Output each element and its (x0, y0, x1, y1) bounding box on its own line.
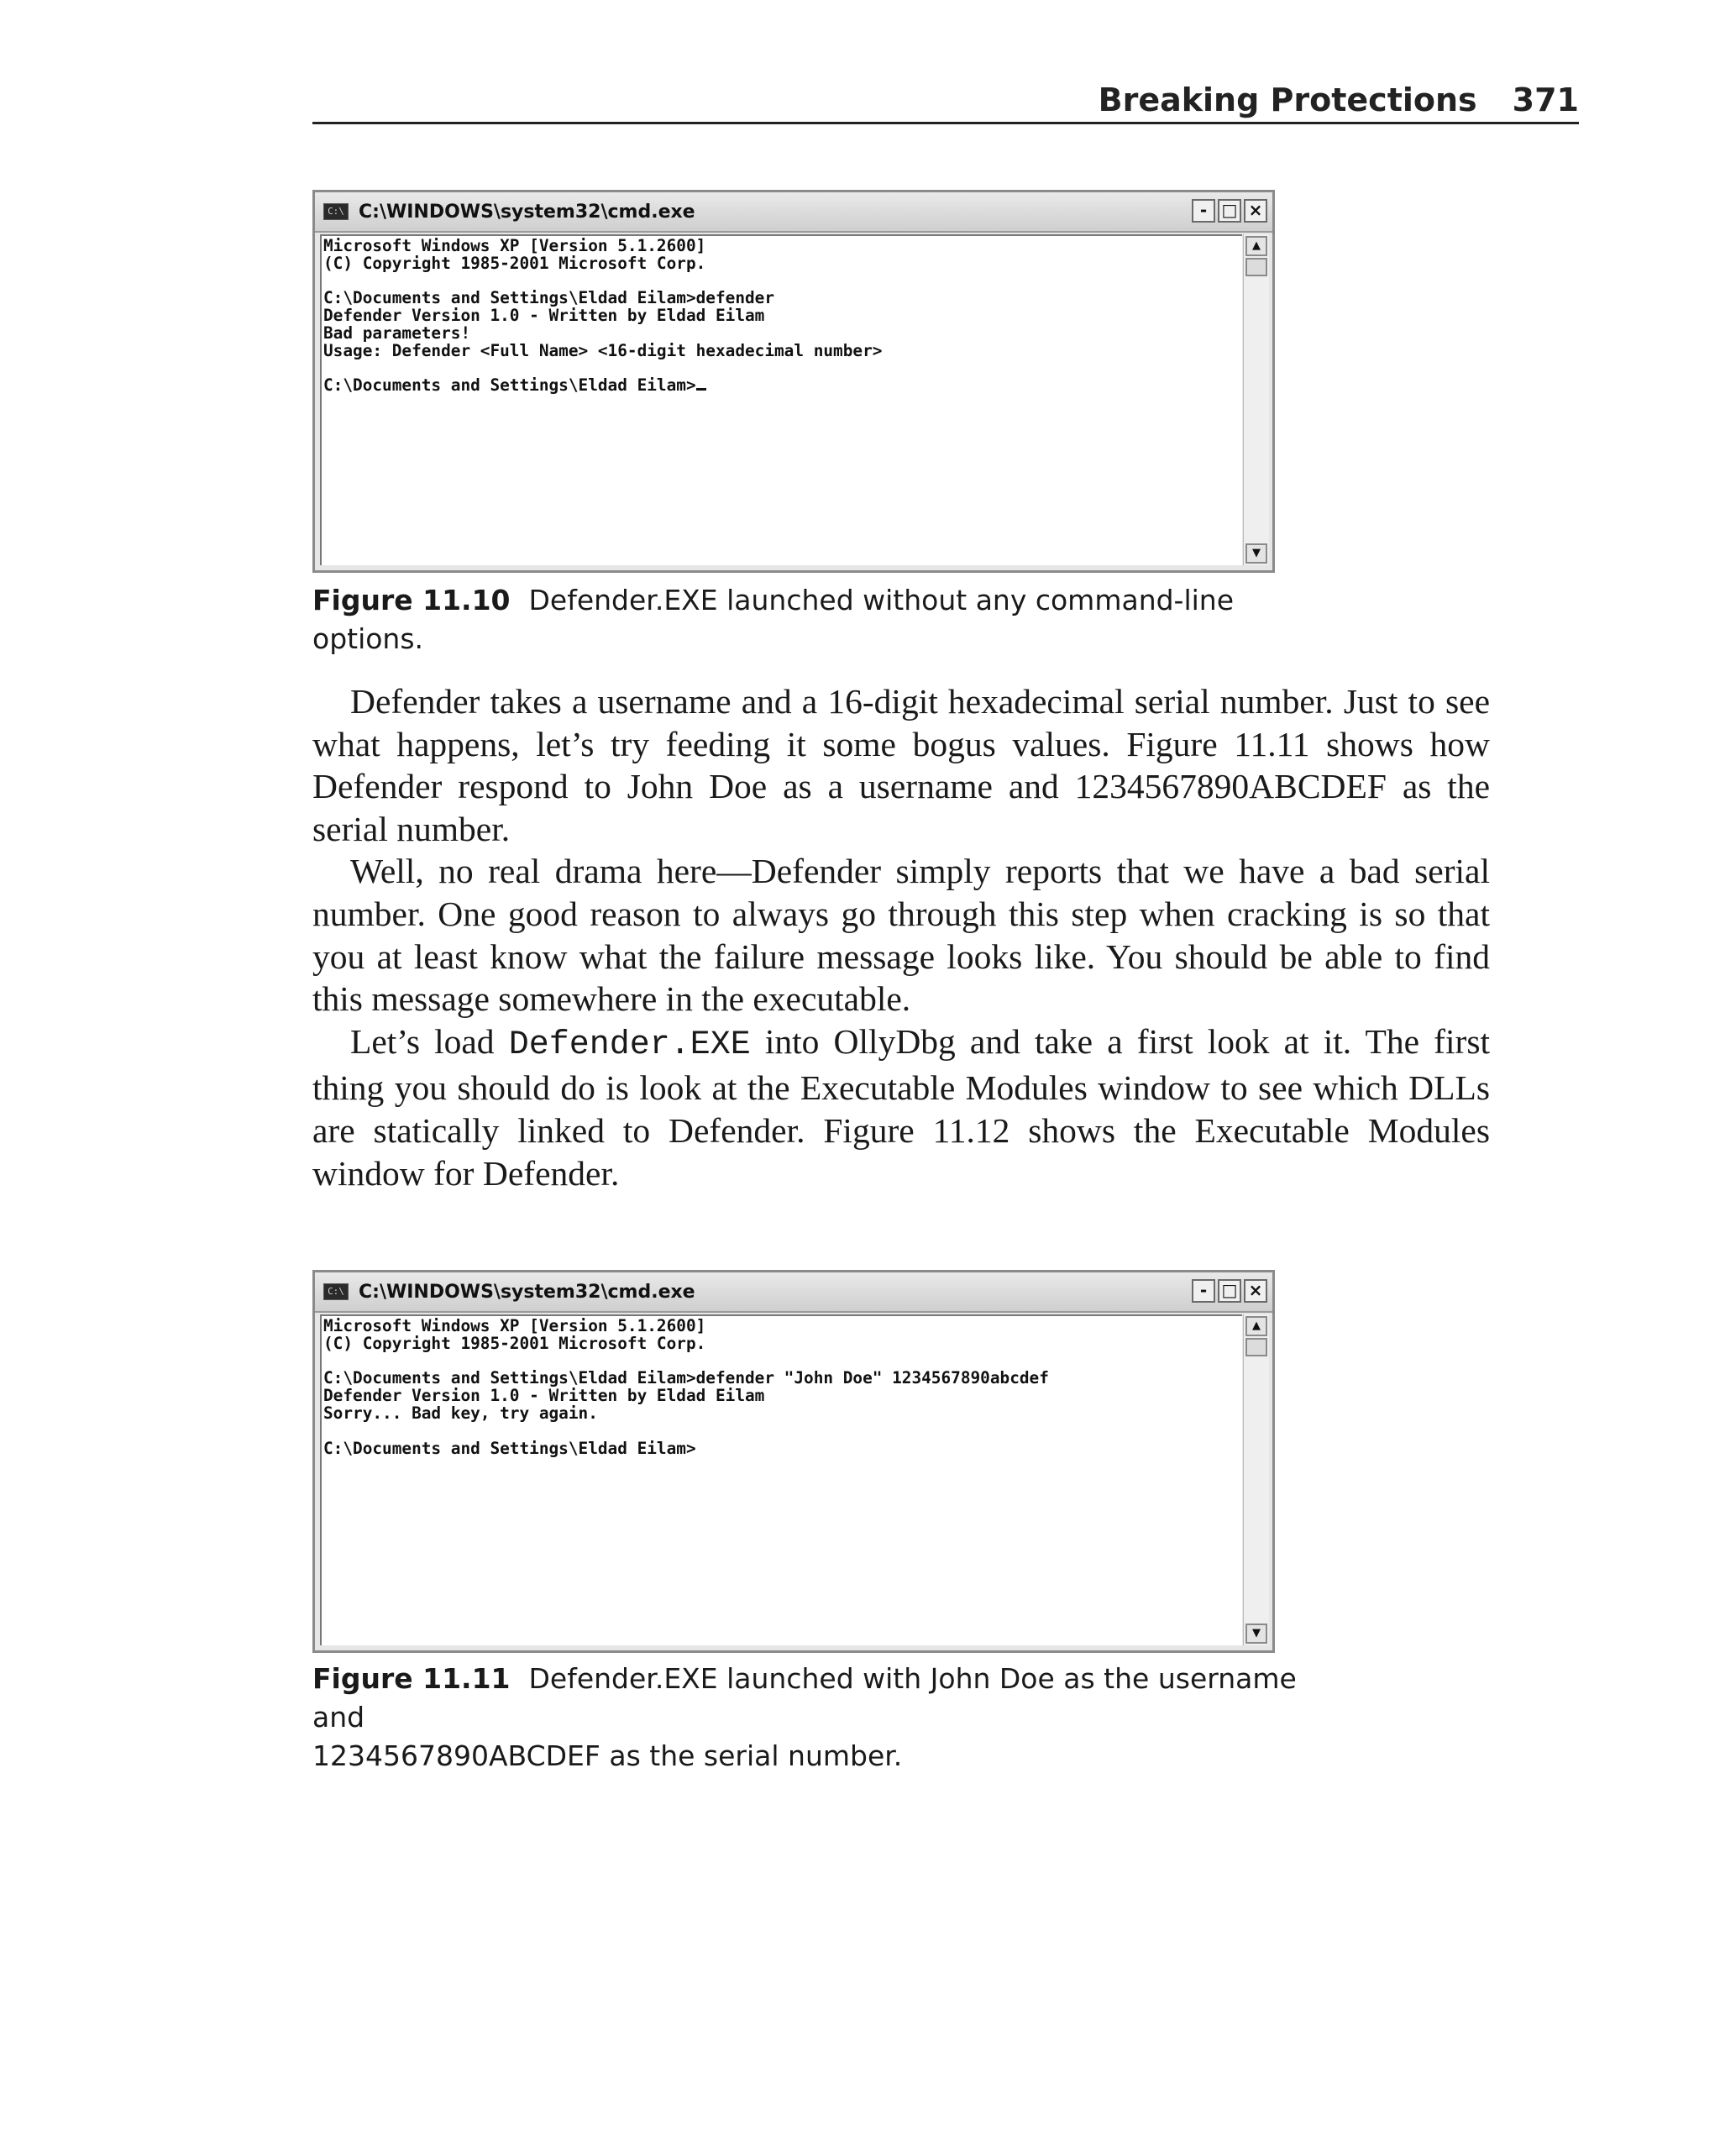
console-output[interactable] (320, 1314, 1242, 1645)
scroll-thumb[interactable] (1245, 1338, 1267, 1356)
console-line: Defender Version 1.0 - Written by Eldad Eilam (323, 306, 765, 326)
scroll-up-arrow-icon[interactable]: ▲ (1245, 236, 1267, 256)
window-title: C:\WINDOWS\system32\cmd.exe (359, 1281, 695, 1303)
body-text (312, 680, 1490, 1194)
console-line (323, 1353, 1242, 1371)
minimize-button[interactable]: - (1192, 199, 1215, 223)
paragraph: Well, no real drama here—Defender simply reports that we have a bad serial number. One good reason to always go through this step when cracking is so that you at least know what the failure message looks like. You should be able to find this message somewhere in the executable. (312, 852, 1490, 1019)
window-controls (1192, 199, 1267, 223)
caption-text: Defender.EXE launched without any command-line options. (312, 584, 1235, 655)
console-line: C:\Documents and Settings\Eldad Eilam>defender (323, 288, 775, 308)
caption-line (312, 1660, 1320, 1737)
figure-caption-11-11 (312, 1660, 1320, 1776)
cmd-window-figure-11-11 (312, 1270, 1275, 1653)
chapter-title: Breaking Protections (1098, 81, 1477, 118)
running-header (312, 81, 1579, 124)
console-line: C:\Documents and Settings\Eldad Eilam>defender "John Doe" 1234567890abcdef (323, 1368, 1049, 1388)
caption-text: Defender.EXE launched with John Doe as the username and (312, 1662, 1297, 1734)
page-number: 371 (1512, 81, 1579, 118)
console-line: Sorry... Bad key, try again. (323, 1403, 598, 1423)
console-line: Usage: Defender <Full Name> <16-digit hexadecimal number> (323, 340, 883, 360)
scroll-up-arrow-icon[interactable]: ▲ (1245, 1316, 1267, 1336)
console-line: Defender Version 1.0 - Written by Eldad Eilam (323, 1386, 765, 1406)
console-line: Microsoft Windows XP [Version 5.1.2600] (323, 1316, 706, 1335)
console-line: Bad parameters! (323, 323, 471, 343)
window-title: C:\WINDOWS\system32\cmd.exe (359, 201, 695, 223)
paragraph-text: Let’s load (350, 1021, 509, 1061)
console-prompt-line (323, 377, 1242, 395)
text-cursor (696, 388, 706, 391)
maximize-button[interactable]: □ (1218, 1279, 1241, 1303)
paragraph-text: into OllyDbg and take a first look at it. The first thing you should do is look at the Executable Modules window to see which DLLs are statically linked to Defender. Figure 11.12 shows the Executable Modules window for Defender. (312, 1021, 1490, 1193)
console-line: (C) Copyright 1985-2001 Microsoft Corp. (323, 1333, 706, 1353)
inline-code: Defender.EXE (508, 1026, 751, 1064)
scroll-down-arrow-icon[interactable]: ▼ (1245, 1624, 1267, 1644)
scroll-thumb[interactable] (1245, 258, 1267, 276)
console-output[interactable] (320, 234, 1242, 565)
console-line (323, 1423, 1242, 1440)
console-line (323, 273, 1242, 291)
cmd-window-figure-11-10 (312, 190, 1275, 573)
console-line: Microsoft Windows XP [Version 5.1.2600] (323, 236, 706, 255)
paragraph: Defender takes a username and a 16-digit hexadecimal serial number. Just to see what happens, let’s try feeding it some bogus values. Figure 11.11 shows how Defender respond to John Doe as a username and 1234567890ABCDEF as the serial number. (312, 682, 1490, 848)
figure-label: Figure 11.11 (312, 1662, 511, 1695)
cmd-icon: C:\ (323, 1283, 349, 1300)
console-line: (C) Copyright 1985-2001 Microsoft Corp. (323, 253, 706, 273)
paragraph (312, 1020, 1490, 1194)
close-button[interactable]: × (1244, 1279, 1267, 1303)
maximize-button[interactable]: □ (1218, 199, 1241, 223)
caption-text-line2: 1234567890ABCDEF as the serial number. (312, 1739, 903, 1772)
figure-label: Figure 11.10 (312, 584, 511, 616)
window-controls (1192, 1279, 1267, 1303)
figure-caption-11-10 (312, 581, 1320, 658)
scroll-down-arrow-icon[interactable]: ▼ (1245, 543, 1267, 564)
vertical-scrollbar[interactable] (1243, 1314, 1269, 1645)
console-prompt-line: C:\Documents and Settings\Eldad Eilam> (323, 1438, 696, 1458)
window-titlebar[interactable] (315, 1272, 1272, 1313)
close-button[interactable]: × (1244, 199, 1267, 223)
cmd-icon: C:\ (323, 203, 349, 220)
vertical-scrollbar[interactable] (1243, 234, 1269, 565)
console-prompt: C:\Documents and Settings\Eldad Eilam> (323, 375, 696, 396)
minimize-button[interactable]: - (1192, 1279, 1215, 1303)
console-line (323, 360, 1242, 378)
window-titlebar[interactable] (315, 192, 1272, 233)
